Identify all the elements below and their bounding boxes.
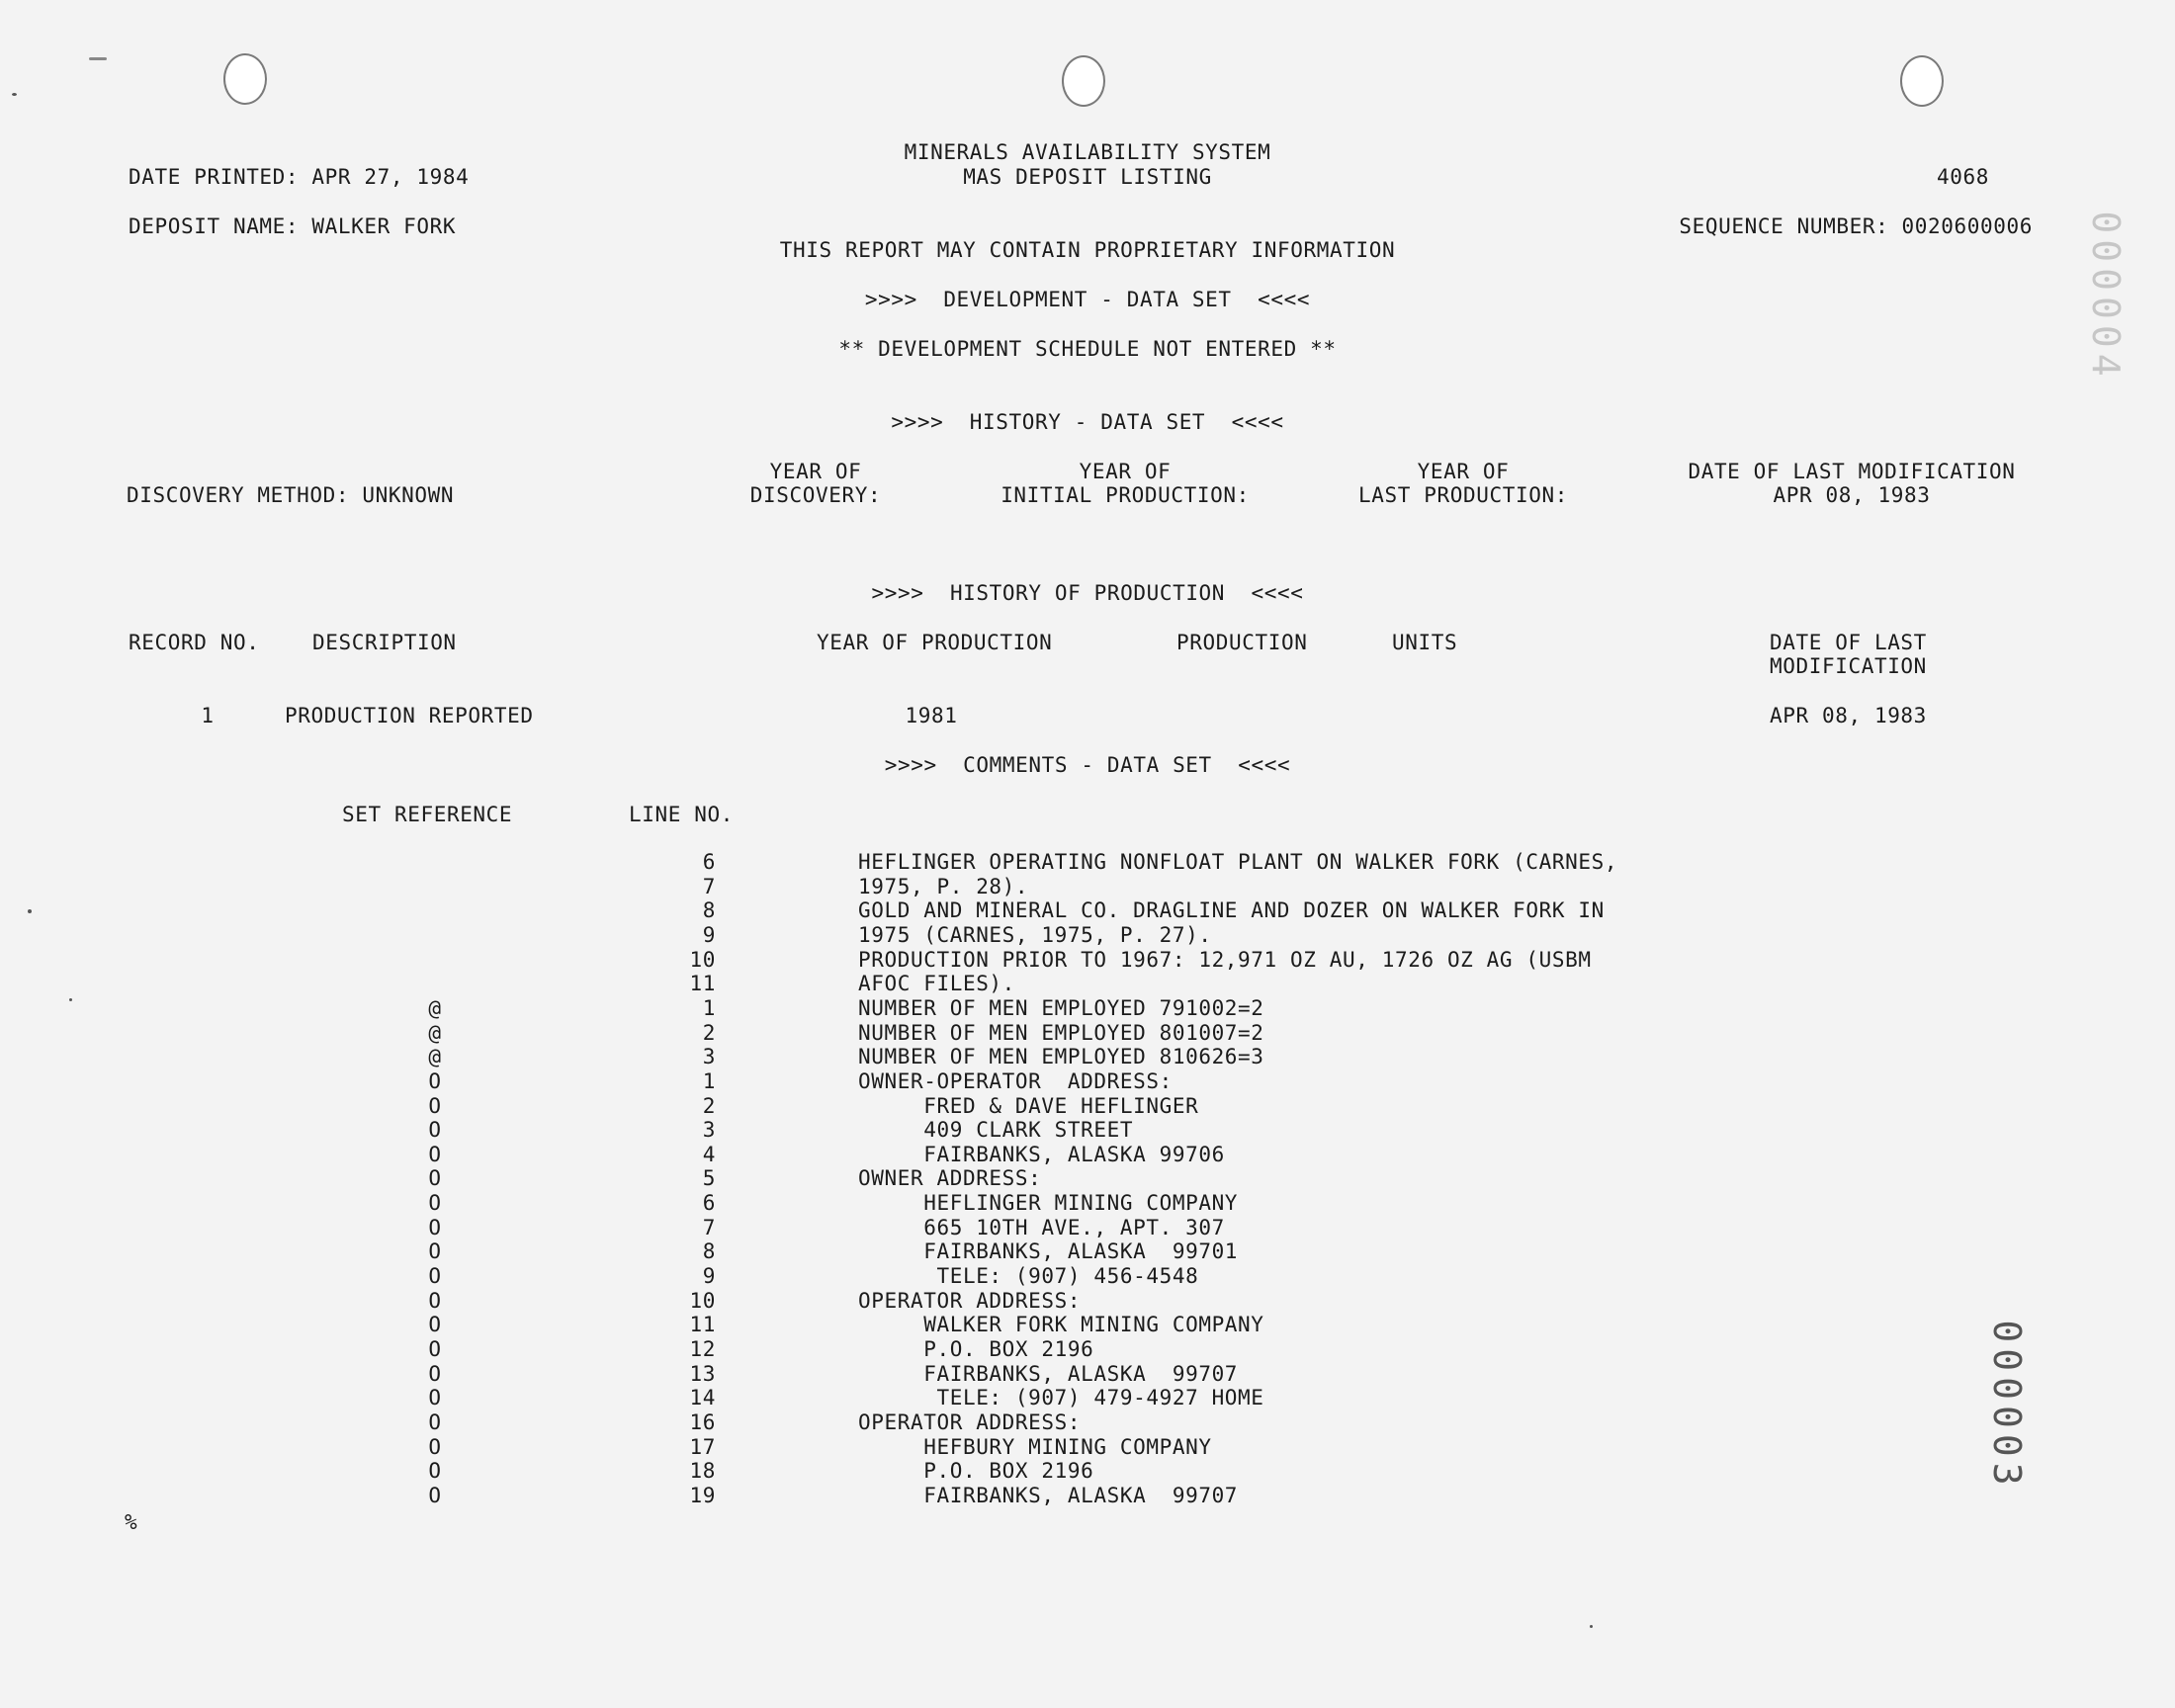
comment-line-no: 2 <box>702 1020 716 1045</box>
comment-text: FAIRBANKS, ALASKA 99707 <box>858 1483 1239 1507</box>
comment-line-no: 6 <box>702 850 716 874</box>
comment-line-no: 2 <box>702 1093 716 1118</box>
comment-line-no: 16 <box>689 1409 716 1434</box>
comment-text: NUMBER OF MEN EMPLOYED 791002=2 <box>858 995 1264 1020</box>
production-record-no: 1 <box>201 704 215 727</box>
comment-row <box>0 1094 2175 1119</box>
comment-set-reference: O <box>428 1361 442 1386</box>
comment-line-no: 8 <box>702 1239 716 1264</box>
discovery-method: DISCOVERY METHOD: UNKNOWN <box>127 483 455 507</box>
comment-line-no: 1 <box>702 1068 716 1093</box>
comments-section-title: >>>> COMMENTS - DATA SET <<<< <box>884 753 1291 777</box>
comment-line-no: 4 <box>702 1142 716 1166</box>
comment-line-no: 1 <box>702 995 716 1020</box>
comment-set-reference: O <box>428 1386 442 1410</box>
page-stamp-number: 000003 <box>1985 1320 2029 1492</box>
production-header: PRODUCTION <box>1176 631 1308 654</box>
comment-row <box>0 1386 2175 1410</box>
description-header: DESCRIPTION <box>312 631 457 654</box>
comment-line-no: 6 <box>702 1191 716 1216</box>
comment-row <box>0 972 2175 996</box>
comment-row <box>0 1337 2175 1362</box>
comment-line-no: 3 <box>702 1118 716 1143</box>
production-description: PRODUCTION REPORTED <box>285 704 534 727</box>
comment-row <box>0 1143 2175 1167</box>
comment-text: GOLD AND MINERAL CO. DRAGLINE AND DOZER ON WALKER FORK IN <box>858 898 1605 923</box>
comment-set-reference: O <box>428 1068 442 1093</box>
page-number: 4068 <box>1937 165 1989 189</box>
comment-set-reference: O <box>428 1434 442 1459</box>
comment-row <box>0 1239 2175 1264</box>
last-mod-header-line2: MODIFICATION <box>1770 654 1927 678</box>
comment-line-no: 9 <box>702 922 716 947</box>
history-section-title: >>>> HISTORY - DATA SET <<<< <box>891 410 1284 434</box>
comment-line-no: 17 <box>689 1434 716 1459</box>
comment-set-reference: O <box>428 1313 442 1337</box>
comment-text: PRODUCTION PRIOR TO 1967: 12,971 OZ AU, 1726 OZ AG (USBM <box>858 947 1592 972</box>
comment-row <box>0 1166 2175 1191</box>
comment-row <box>0 1021 2175 1046</box>
comment-row <box>0 1216 2175 1240</box>
comment-row <box>0 1264 2175 1289</box>
comment-line-no: 10 <box>689 947 716 972</box>
comment-line-no: 13 <box>689 1361 716 1386</box>
comment-row <box>0 1045 2175 1069</box>
units-header: UNITS <box>1392 631 1458 654</box>
comment-text: HEFLINGER OPERATING NONFLOAT PLANT ON WALKER FORK (CARNES, <box>858 850 1618 874</box>
comment-row <box>0 875 2175 899</box>
comment-set-reference: @ <box>428 995 442 1020</box>
comment-line-no: 3 <box>702 1045 716 1069</box>
comment-text: P.O. BOX 2196 <box>858 1337 1094 1361</box>
comment-line-no: 7 <box>702 1215 716 1239</box>
comment-set-reference: @ <box>428 1045 442 1069</box>
last-mod-header-line1: DATE OF LAST <box>1770 631 1927 654</box>
comment-text: FAIRBANKS, ALASKA 99707 <box>858 1361 1239 1386</box>
scan-speck <box>69 998 72 1001</box>
year-initial-label-line2: INITIAL PRODUCTION: <box>1000 483 1250 507</box>
comment-line-no: 12 <box>689 1337 716 1361</box>
comment-text: P.O. BOX 2196 <box>858 1459 1094 1484</box>
comment-row <box>0 898 2175 923</box>
year-last-label-line2: LAST PRODUCTION: <box>1358 483 1568 507</box>
comment-set-reference: O <box>428 1239 442 1264</box>
scan-speck <box>89 57 107 60</box>
scan-speck <box>28 909 32 913</box>
year-discovery-label-line2: DISCOVERY: <box>749 483 882 507</box>
comment-text: 1975, P. 28). <box>858 874 1029 898</box>
comment-text: 409 CLARK STREET <box>858 1118 1134 1143</box>
comment-line-no: 10 <box>689 1288 716 1313</box>
comment-text: HEFLINGER MINING COMPANY <box>858 1191 1239 1216</box>
comment-text: FAIRBANKS, ALASKA 99701 <box>858 1239 1239 1264</box>
comment-row <box>0 1484 2175 1508</box>
development-section-title: >>>> DEVELOPMENT - DATA SET <<<< <box>864 288 1311 311</box>
production-section-title: >>>> HISTORY OF PRODUCTION <<<< <box>871 581 1304 605</box>
production-year: 1981 <box>905 704 958 727</box>
punch-hole-left <box>223 53 267 105</box>
punch-hole-center <box>1062 55 1105 107</box>
comment-line-no: 18 <box>689 1459 716 1484</box>
deposit-name: DEPOSIT NAME: WALKER FORK <box>129 214 457 238</box>
comment-line-no: 8 <box>702 898 716 923</box>
footer-mark: % <box>125 1510 138 1534</box>
comment-row <box>0 1118 2175 1143</box>
year-initial-label-line1: YEAR OF <box>1079 460 1172 483</box>
comment-set-reference: O <box>428 1459 442 1484</box>
comment-row <box>0 1410 2175 1435</box>
system-title: MINERALS AVAILABILITY SYSTEM <box>904 140 1271 164</box>
comment-text: WALKER FORK MINING COMPANY <box>858 1313 1264 1337</box>
listing-title: MAS DEPOSIT LISTING <box>963 165 1212 189</box>
comment-set-reference: O <box>428 1118 442 1143</box>
comment-set-reference: O <box>428 1191 442 1216</box>
comment-text: TELE: (907) 456-4548 <box>858 1264 1199 1289</box>
set-reference-header: SET REFERENCE <box>342 803 513 826</box>
comment-text: OWNER ADDRESS: <box>858 1166 1042 1191</box>
comment-row <box>0 850 2175 875</box>
comment-text: FRED & DAVE HEFLINGER <box>858 1093 1199 1118</box>
comment-text: NUMBER OF MEN EMPLOYED 810626=3 <box>858 1045 1264 1069</box>
year-discovery-label-line1: YEAR OF <box>769 460 862 483</box>
comment-set-reference: O <box>428 1142 442 1166</box>
comment-set-reference: O <box>428 1337 442 1361</box>
comment-text: TELE: (907) 479-4927 HOME <box>858 1386 1264 1410</box>
year-of-production-header: YEAR OF PRODUCTION <box>817 631 1053 654</box>
comment-text: 1975 (CARNES, 1975, P. 27). <box>858 922 1212 947</box>
comment-row <box>0 1459 2175 1484</box>
comment-text: OWNER-OPERATOR ADDRESS: <box>858 1068 1173 1093</box>
comment-set-reference: O <box>428 1409 442 1434</box>
comment-row <box>0 923 2175 948</box>
comment-set-reference: O <box>428 1264 442 1289</box>
comment-line-no: 9 <box>702 1264 716 1289</box>
comment-text: NUMBER OF MEN EMPLOYED 801007=2 <box>858 1020 1264 1045</box>
comment-line-no: 11 <box>689 972 716 996</box>
comment-set-reference: O <box>428 1215 442 1239</box>
comment-row <box>0 948 2175 973</box>
scan-speck <box>12 93 17 96</box>
comment-set-reference: O <box>428 1166 442 1191</box>
comment-row <box>0 1362 2175 1387</box>
faint-stamp-number: 000004 <box>2084 211 2128 383</box>
comment-text: OPERATOR ADDRESS: <box>858 1409 1082 1434</box>
comment-row <box>0 1069 2175 1094</box>
sequence-number: SEQUENCE NUMBER: 0020600006 <box>1679 214 2033 238</box>
development-note: ** DEVELOPMENT SCHEDULE NOT ENTERED ** <box>838 337 1337 361</box>
year-last-label-line1: YEAR OF <box>1417 460 1510 483</box>
comment-line-no: 11 <box>689 1313 716 1337</box>
comment-line-no: 14 <box>689 1386 716 1410</box>
comment-text: FAIRBANKS, ALASKA 99706 <box>858 1142 1225 1166</box>
scan-speck <box>1590 1625 1593 1628</box>
comment-line-no: 7 <box>702 874 716 898</box>
comment-row <box>0 1313 2175 1337</box>
comment-set-reference: O <box>428 1093 442 1118</box>
comment-text: 665 10TH AVE., APT. 307 <box>858 1215 1225 1239</box>
line-no-header: LINE NO. <box>629 803 734 826</box>
comment-row <box>0 1289 2175 1314</box>
comment-row <box>0 1191 2175 1216</box>
comment-row <box>0 1435 2175 1460</box>
comment-text: AFOC FILES). <box>858 972 1015 996</box>
proprietary-notice: THIS REPORT MAY CONTAIN PROPRIETARY INFORMATION <box>779 238 1396 262</box>
comment-text: HEFBURY MINING COMPANY <box>858 1434 1212 1459</box>
comment-row <box>0 996 2175 1021</box>
date-printed: DATE PRINTED: APR 27, 1984 <box>129 165 470 189</box>
comment-set-reference: @ <box>428 1020 442 1045</box>
comment-set-reference: O <box>428 1288 442 1313</box>
comment-line-no: 19 <box>689 1483 716 1507</box>
comment-line-no: 5 <box>702 1166 716 1191</box>
last-modification-date: APR 08, 1983 <box>1773 483 1931 507</box>
last-modification-label: DATE OF LAST MODIFICATION <box>1688 460 2016 483</box>
record-no-header: RECORD NO. <box>129 631 260 654</box>
punch-hole-right <box>1900 55 1944 107</box>
production-last-mod: APR 08, 1983 <box>1770 704 1927 727</box>
comment-text: OPERATOR ADDRESS: <box>858 1288 1082 1313</box>
comment-set-reference: O <box>428 1483 442 1507</box>
